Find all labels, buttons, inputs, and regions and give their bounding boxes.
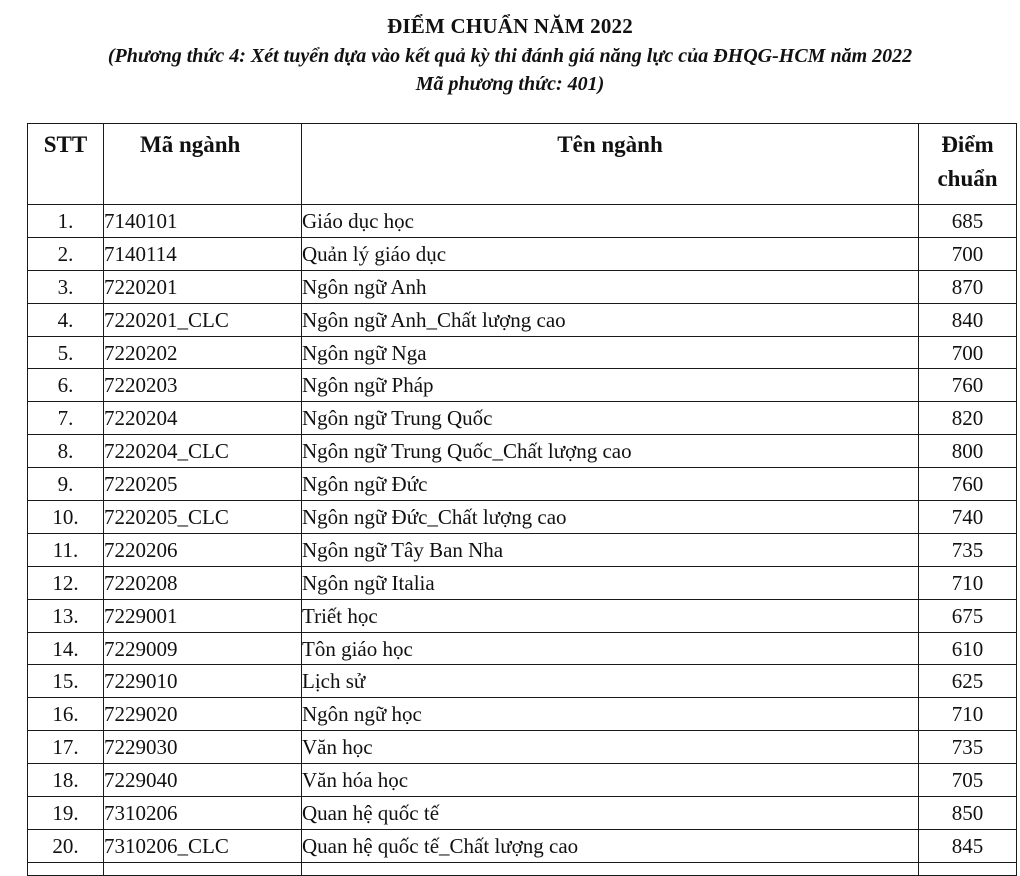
cell-code: 7220203 [104, 369, 302, 402]
header-row [28, 124, 1017, 205]
cell-score: 820 [919, 402, 1017, 435]
cell-stt: 12. [28, 566, 104, 599]
table-row [28, 369, 1017, 402]
cell-stt: 7. [28, 402, 104, 435]
cell-score: 610 [919, 632, 1017, 665]
cell-name: Ngôn ngữ Đức_Chất lượng cao [302, 501, 919, 534]
cell-score: 840 [919, 303, 1017, 336]
cell-score: 845 [919, 829, 1017, 862]
score-table [27, 123, 1017, 876]
table-row [28, 303, 1017, 336]
cell-code: 7229009 [104, 632, 302, 665]
cell-code: 7140114 [104, 237, 302, 270]
cell-stt: 10. [28, 501, 104, 534]
table-body [28, 205, 1017, 876]
cell-empty [28, 862, 104, 875]
table-row [28, 402, 1017, 435]
cell-stt: 20. [28, 829, 104, 862]
table-header [28, 124, 1017, 205]
cell-code: 7220202 [104, 336, 302, 369]
table-row [28, 665, 1017, 698]
cell-name: Ngôn ngữ Nga [302, 336, 919, 369]
cell-score: 760 [919, 369, 1017, 402]
cell-stt: 1. [28, 205, 104, 238]
table-row [28, 764, 1017, 797]
cell-code: 7220201 [104, 270, 302, 303]
cell-name: Ngôn ngữ học [302, 698, 919, 731]
cell-stt: 18. [28, 764, 104, 797]
cell-name: Ngôn ngữ Trung Quốc [302, 402, 919, 435]
cell-stt: 16. [28, 698, 104, 731]
document-subtitle-method: (Phương thức 4: Xét tuyển dựa vào kết quả kỳ thi đánh giá năng lực của ĐHQG-HCM năm 2022 [107, 45, 913, 67]
cell-score: 760 [919, 468, 1017, 501]
cell-score: 700 [919, 336, 1017, 369]
cell-empty [302, 862, 919, 875]
cell-name: Tôn giáo học [302, 632, 919, 665]
table-row [28, 336, 1017, 369]
cell-score: 735 [919, 731, 1017, 764]
cell-score: 800 [919, 435, 1017, 468]
cell-stt: 4. [28, 303, 104, 336]
cell-name: Văn hóa học [302, 764, 919, 797]
cell-stt: 13. [28, 599, 104, 632]
cell-stt: 11. [28, 533, 104, 566]
cell-code: 7229030 [104, 731, 302, 764]
cell-stt: 6. [28, 369, 104, 402]
cell-stt: 17. [28, 731, 104, 764]
cell-name: Ngôn ngữ Anh_Chất lượng cao [302, 303, 919, 336]
table-row [28, 632, 1017, 665]
cell-score: 685 [919, 205, 1017, 238]
header-stt: STT [28, 124, 104, 205]
cell-score: 700 [919, 237, 1017, 270]
table-row-cutoff [28, 862, 1017, 875]
table-row [28, 435, 1017, 468]
cell-name: Quan hệ quốc tế [302, 797, 919, 830]
cell-score: 710 [919, 566, 1017, 599]
cell-name: Ngôn ngữ Anh [302, 270, 919, 303]
cell-name: Giáo dục học [302, 205, 919, 238]
cell-code: 7220206 [104, 533, 302, 566]
table-row [28, 731, 1017, 764]
cell-code: 7220201_CLC [104, 303, 302, 336]
table-row [28, 468, 1017, 501]
cell-stt: 19. [28, 797, 104, 830]
table-row [28, 599, 1017, 632]
table-row [28, 829, 1017, 862]
cell-code: 7220204_CLC [104, 435, 302, 468]
cell-name: Ngôn ngữ Tây Ban Nha [302, 533, 919, 566]
cell-name: Quản lý giáo dục [302, 237, 919, 270]
cell-name: Văn học [302, 731, 919, 764]
cell-stt: 3. [28, 270, 104, 303]
table-row [28, 797, 1017, 830]
header-score [919, 124, 1017, 205]
header-major-name: Tên ngành [302, 124, 919, 205]
cell-score: 675 [919, 599, 1017, 632]
document-title: ĐIỂM CHUẨN NĂM 2022 [387, 14, 633, 38]
cell-code: 7229001 [104, 599, 302, 632]
cell-code: 7310206 [104, 797, 302, 830]
cell-stt: 2. [28, 237, 104, 270]
cell-stt: 8. [28, 435, 104, 468]
cell-score: 705 [919, 764, 1017, 797]
cell-code: 7310206_CLC [104, 829, 302, 862]
table-row [28, 566, 1017, 599]
header-score-line2: chuẩn [937, 166, 998, 191]
cell-stt: 14. [28, 632, 104, 665]
header-score-line1: Điểm [941, 132, 994, 157]
cell-name: Triết học [302, 599, 919, 632]
cell-name: Ngôn ngữ Trung Quốc_Chất lượng cao [302, 435, 919, 468]
table-row [28, 237, 1017, 270]
cell-score: 740 [919, 501, 1017, 534]
cell-name: Ngôn ngữ Pháp [302, 369, 919, 402]
cell-code: 7220208 [104, 566, 302, 599]
table-row [28, 270, 1017, 303]
cell-code: 7220205 [104, 468, 302, 501]
cell-name: Ngôn ngữ Đức [302, 468, 919, 501]
cell-score: 735 [919, 533, 1017, 566]
cell-code: 7229020 [104, 698, 302, 731]
cell-score: 710 [919, 698, 1017, 731]
cell-code: 7140101 [104, 205, 302, 238]
cell-name: Quan hệ quốc tế_Chất lượng cao [302, 829, 919, 862]
table-row [28, 501, 1017, 534]
table-row [28, 205, 1017, 238]
cell-stt: 5. [28, 336, 104, 369]
cell-score: 870 [919, 270, 1017, 303]
document-subtitle-code: Mã phương thức: 401) [415, 73, 605, 95]
cell-empty [104, 862, 302, 875]
cell-code: 7220205_CLC [104, 501, 302, 534]
cell-name: Ngôn ngữ Italia [302, 566, 919, 599]
cell-empty [919, 862, 1017, 875]
cell-stt: 9. [28, 468, 104, 501]
header-major-code: Mã ngành [104, 124, 302, 205]
cell-score: 625 [919, 665, 1017, 698]
cell-code: 7229040 [104, 764, 302, 797]
table-row [28, 533, 1017, 566]
cell-score: 850 [919, 797, 1017, 830]
cell-code: 7229010 [104, 665, 302, 698]
cell-stt: 15. [28, 665, 104, 698]
cell-name: Lịch sử [302, 665, 919, 698]
table-row [28, 698, 1017, 731]
cell-code: 7220204 [104, 402, 302, 435]
